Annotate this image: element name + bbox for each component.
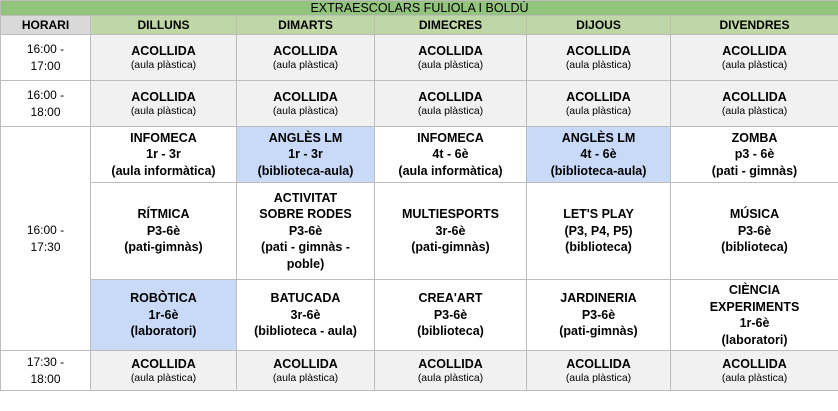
activity-cell [237,127,375,183]
activity-detail: EXPERIMENTS [709,299,800,314]
activity-name: ACTIVITAT [273,190,338,205]
activity-name: ACOLLIDA [566,89,631,104]
acollida-cell [671,351,838,391]
activity-cell [527,280,671,351]
acollida-cell [671,35,838,81]
activity-name: ACOLLIDA [566,43,631,58]
activity-cell [91,127,237,183]
activity-cell [375,183,527,280]
activity-detail: (biblioteca-aula) [550,163,647,178]
activity-cell [671,280,838,351]
activity-detail: (pati-gimnàs) [559,324,638,339]
acollida-cell [237,81,375,127]
activity-name: CREA'ART [418,291,483,306]
activity-row [1,127,838,183]
day-header-dimecres: DIMECRES [375,16,527,35]
time-slot [1,127,91,351]
activity-detail: P3-6è [288,223,323,238]
activity-detail: (pati - gimnàs) [711,163,798,178]
acollida-cell [375,35,527,81]
day-header-dijous: DIJOUS [527,16,671,35]
activity-name: ACOLLIDA [418,89,483,104]
activity-place: (aula plàstica) [565,105,632,118]
activity-place: (aula plàstica) [272,372,339,385]
time-line: 16:00 - [26,87,65,102]
activity-detail: poble) [286,256,325,271]
activity-detail: (biblioteca) [417,324,484,339]
activity-name: ANGLÈS LM [561,130,636,145]
activity-name: INFOMECA [130,130,197,145]
day-header-row [1,16,838,35]
activity-place: (aula plàstica) [565,59,632,72]
time-line: 18:00 [30,104,61,119]
activity-name: ZOMBA [731,130,778,145]
activity-cell [671,183,838,280]
activity-detail: 3r-6è [290,307,321,322]
activity-name: LET'S PLAY [563,207,634,222]
activity-place: (aula plàstica) [130,372,197,385]
activity-cell [237,183,375,280]
activity-detail: (biblioteca-aula) [257,163,354,178]
activity-detail: (laboratori) [130,324,197,339]
acollida-cell [527,35,671,81]
activity-name: MULTIESPORTS [402,207,499,222]
activity-place: (aula plàstica) [721,372,788,385]
activity-row [1,280,838,351]
activity-detail: (pati-gimnàs) [411,240,490,255]
activity-cell [91,280,237,351]
acollida-row [1,81,838,127]
activity-detail: P3-6è [737,223,772,238]
activity-detail: (biblioteca) [721,240,788,255]
time-line: 16:00 - [26,41,65,56]
activity-detail: (laboratori) [721,332,788,347]
activity-detail: 1r-6è [148,307,179,322]
time-slot [1,35,91,81]
activity-detail: 3r-6è [435,223,466,238]
time-line: 17:30 [30,239,61,254]
activity-detail: SOBRE RODES [259,207,352,222]
acollida-cell [91,35,237,81]
activity-detail: P3-6è [581,307,616,322]
activity-name: ACOLLIDA [566,356,631,371]
acollida-cell [91,351,237,391]
activity-name: MÚSICA [729,207,780,222]
time-line: 18:00 [30,371,61,386]
time-slot [1,81,91,127]
acollida-cell [91,81,237,127]
activity-name: ACOLLIDA [722,356,787,371]
activity-name: BATUCADA [270,291,341,306]
activity-cell [671,127,838,183]
activity-name: ACOLLIDA [131,89,196,104]
day-header-dimarts: DIMARTS [237,16,375,35]
activity-name: RÍTMICA [137,207,190,222]
activity-cell [237,280,375,351]
activity-name: ACOLLIDA [273,356,338,371]
acollida-cell [375,351,527,391]
time-slot [1,351,91,391]
activity-place: (aula plàstica) [130,105,197,118]
activity-name: ROBÒTICA [130,291,197,306]
activity-detail: (biblioteca - aula) [254,324,357,339]
activity-name: ACOLLIDA [131,356,196,371]
activity-name: ACOLLIDA [722,89,787,104]
activity-cell [91,183,237,280]
schedule-title: EXTRAESCOLARS FULIOLA I BOLDÚ [1,1,838,16]
acollida-cell [527,351,671,391]
activity-detail: (aula informàtica) [398,163,503,178]
activity-name: CIÈNCIA [728,283,781,297]
acollida-cell [671,81,838,127]
activity-cell [375,127,527,183]
activity-cell [527,127,671,183]
activity-place: (aula plàstica) [417,59,484,72]
activity-name: JARDINERIA [560,291,637,306]
acollida-row [1,35,838,81]
activity-place: (aula plàstica) [417,372,484,385]
activity-detail: (aula informàtica) [111,163,216,178]
activity-place: (aula plàstica) [417,105,484,118]
acollida-cell [527,81,671,127]
activity-place: (aula plàstica) [130,59,197,72]
activity-detail: 4t - 6è [580,147,617,162]
activity-place: (aula plàstica) [565,372,632,385]
horari-header: HORARI [1,16,91,35]
acollida-cell [375,81,527,127]
day-header-dilluns: DILLUNS [91,16,237,35]
activity-detail: 1r - 3r [288,147,323,162]
activity-detail: 1r-6è [739,316,770,330]
acollida-cell [237,35,375,81]
activity-detail: (P3, P4, P5) [564,223,633,238]
day-header-divendres: DIVENDRES [671,16,838,35]
activity-place: (aula plàstica) [721,59,788,72]
time-line: 17:00 [30,58,61,73]
activity-detail: (pati - gimnàs - [261,240,350,255]
activity-detail: 1r - 3r [146,147,181,162]
activity-detail: p3 - 6è [734,147,775,162]
acollida-cell [237,351,375,391]
time-line: 17:30 - [26,354,65,369]
activity-detail: P3-6è [146,223,181,238]
activity-cell [527,183,671,280]
activity-detail: 4t - 6è [432,147,469,162]
activity-detail: P3-6è [433,307,468,322]
activity-name: INFOMECA [417,130,484,145]
activity-place: (aula plàstica) [721,105,788,118]
activity-name: ACOLLIDA [273,43,338,58]
activity-name: ACOLLIDA [131,43,196,58]
activity-name: ACOLLIDA [722,43,787,58]
activity-name: ACOLLIDA [418,43,483,58]
time-line: 16:00 - [26,222,65,237]
activity-detail: (pati-gimnàs) [124,240,203,255]
activity-place: (aula plàstica) [272,59,339,72]
activity-row [1,183,838,280]
activity-detail: (biblioteca) [565,240,632,255]
activity-name: ACOLLIDA [273,89,338,104]
activity-place: (aula plàstica) [272,105,339,118]
acollida-row [1,351,838,391]
activity-name: ACOLLIDA [418,356,483,371]
activity-cell [375,280,527,351]
activity-name: ANGLÈS LM [268,130,343,145]
